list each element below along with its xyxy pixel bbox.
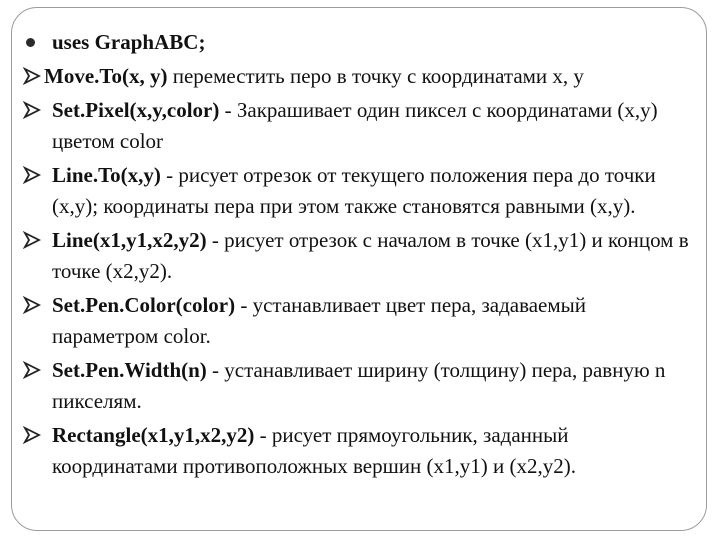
arrow-bullet-icon [23,290,45,321]
list-item-rectangle [22,420,692,482]
description-text: - устанавливает цвет пера, задаваемый параметром color. [52,293,586,348]
arrow-bullet-icon [23,160,45,191]
description-text: - рисует отрезок от текущего положения пера до точки (x,y); координаты пера при этом также становятся равными (x,y). [52,163,656,218]
arrow-bullet-icon [23,355,45,386]
list-item-lineto [22,160,692,222]
arrow-bullet-icon [23,420,45,451]
list-item-uses [22,27,692,58]
description-text: - Закрашивает один пиксел с координатами (x,y) цветом color [52,98,658,153]
code-text: Line(x1,y1,x2,y2) [52,228,207,252]
description-text: - устанавливает ширину (толщину) пера, равную n пикселям. [52,358,666,413]
description-text: - рисует отрезок с началом в точке (x1,y1) и концом в точке (x2,y2). [52,228,689,283]
code-text: Set.Pixel(x,y,color) [52,98,220,122]
code-text: Set.Pen.Color(color) [52,293,236,317]
list-item-setpenwidth [22,355,692,417]
list-item-moveto [22,61,692,92]
description-text: - рисует прямоугольник, заданный координатами противоположных вершин (x1,y1) и (x2,y2). [52,423,576,478]
list-item-line [22,225,692,287]
arrow-bullet-icon [23,225,45,256]
round-dot-icon [23,27,45,58]
list-item-setpixel [22,95,692,157]
description-text: переместить перо в точку с координатами x, y [167,64,584,88]
code-text: Line.To(x,y) [52,163,161,187]
code-text: Set.Pen.Width(n) [52,358,207,382]
arrow-bullet-icon [23,95,45,126]
code-text: uses GraphABC; [52,30,206,54]
arrow-bullet-icon [23,61,45,92]
list-item-setpencolor [22,290,692,352]
code-text: Rectangle(x1,y1,x2,y2) [52,423,255,447]
bullet-list [22,27,692,482]
code-text: Move.To(x, y) [44,64,168,88]
